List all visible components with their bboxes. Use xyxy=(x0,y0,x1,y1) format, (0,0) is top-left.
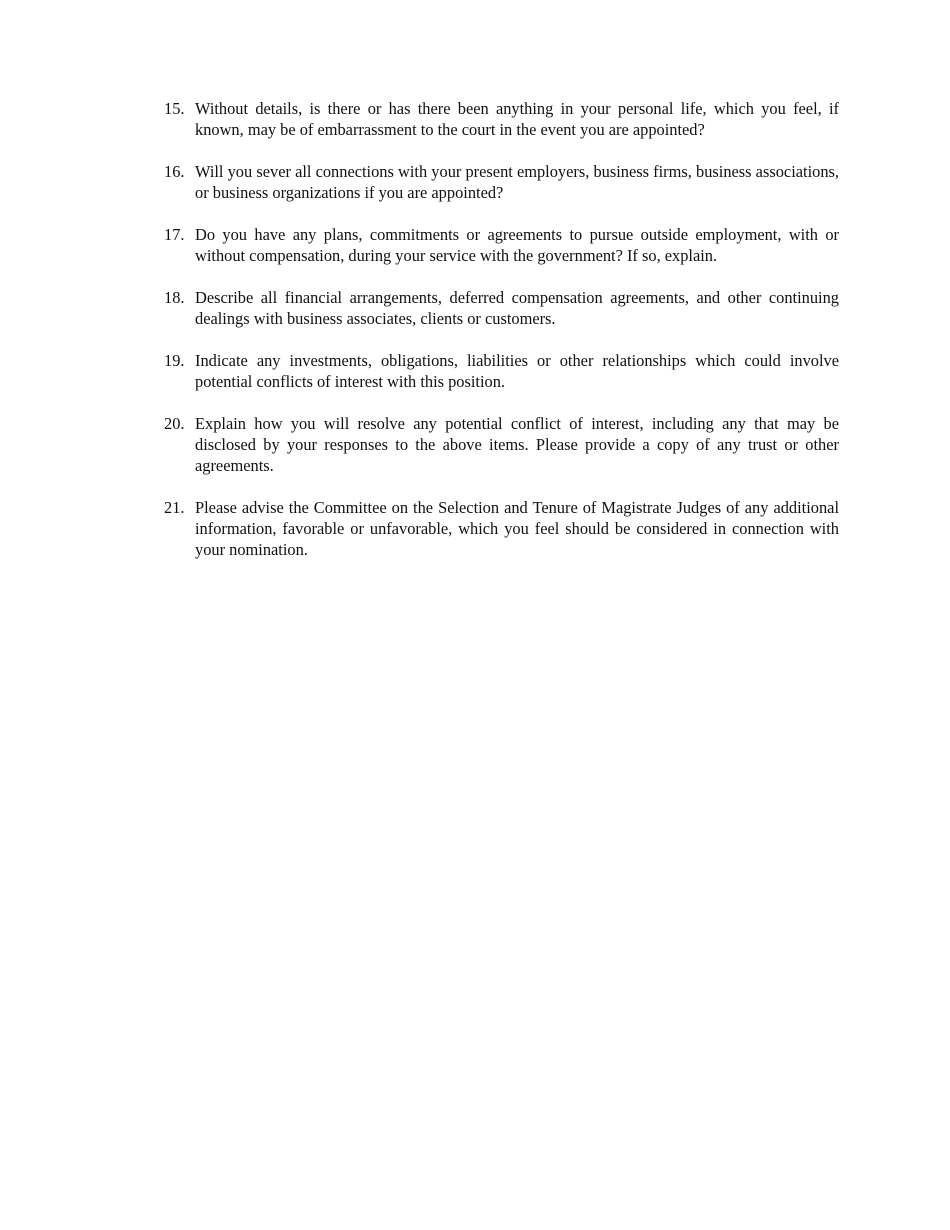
question-text: Explain how you will resolve any potential conflict of interest, including any that may be disclosed by your responses to the above items. Please provide a copy of any trust or other agreements. xyxy=(195,414,839,475)
question-number: 21. xyxy=(164,498,185,517)
questionnaire-list xyxy=(164,98,839,581)
question-text: Please advise the Committee on the Selection and Tenure of Magistrate Judges of any additional information, favorable or unfavorable, which you feel should be considered in connection with your nomination. xyxy=(195,498,839,559)
question-item xyxy=(164,287,839,329)
question-text: Do you have any plans, commitments or agreements to pursue outside employment, with or without compensation, during your service with the government? If so, explain. xyxy=(195,225,839,265)
question-number: 20. xyxy=(164,414,185,433)
question-item xyxy=(164,413,839,476)
question-text: Describe all financial arrangements, deferred compensation agreements, and other continuing dealings with business associates, clients or customers. xyxy=(195,288,839,328)
question-number: 19. xyxy=(164,351,185,370)
question-item xyxy=(164,98,839,140)
question-item xyxy=(164,161,839,203)
question-number: 15. xyxy=(164,99,185,118)
question-number: 18. xyxy=(164,288,185,307)
question-number: 16. xyxy=(164,162,185,181)
question-item xyxy=(164,497,839,560)
question-item xyxy=(164,224,839,266)
question-text: Indicate any investments, obligations, liabilities or other relationships which could involve potential conflicts of interest with this position. xyxy=(195,351,839,391)
question-text: Without details, is there or has there been anything in your personal life, which you feel, if known, may be of embarrassment to the court in the event you are appointed? xyxy=(195,99,839,139)
question-text: Will you sever all connections with your present employers, business firms, business associations, or business organizations if you are appointed? xyxy=(195,162,839,202)
question-number: 17. xyxy=(164,225,185,244)
question-item xyxy=(164,350,839,392)
